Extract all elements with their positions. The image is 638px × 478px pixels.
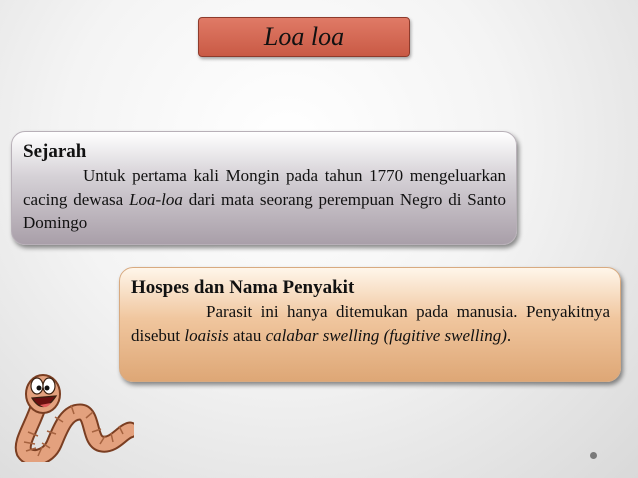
sejarah-card (11, 131, 517, 245)
cartoon-worm-icon (10, 372, 134, 462)
hospes-text-italic-1: loaisis (184, 325, 229, 345)
slide-dot (590, 452, 597, 459)
hospes-text-1: Parasit ini hanya ditemukan pada manusia. Penyakitnya disebut (131, 302, 610, 345)
hospes-text-italic-2: calabar swelling (fugitive swelling) (265, 325, 507, 345)
hospes-text-5: . (506, 325, 512, 345)
hospes-card (119, 267, 621, 382)
sejarah-text-1: Untuk pertama kali Mongin pada tahun 1770 mengeluarkan cacing dewasa (23, 166, 506, 209)
slide-title: Loa loa (198, 17, 410, 57)
sejarah-text-3: dari mata seorang perempuan Negro di Santo Domingo (23, 189, 506, 232)
sejarah-text (23, 164, 506, 235)
sejarah-heading: Sejarah (23, 141, 87, 162)
hospes-heading: Hospes dan Nama Penyakit (131, 277, 355, 298)
hospes-text (131, 300, 610, 347)
sejarah-text-italic: Loa-loa (129, 189, 183, 209)
hospes-text-3: atau (228, 325, 266, 345)
